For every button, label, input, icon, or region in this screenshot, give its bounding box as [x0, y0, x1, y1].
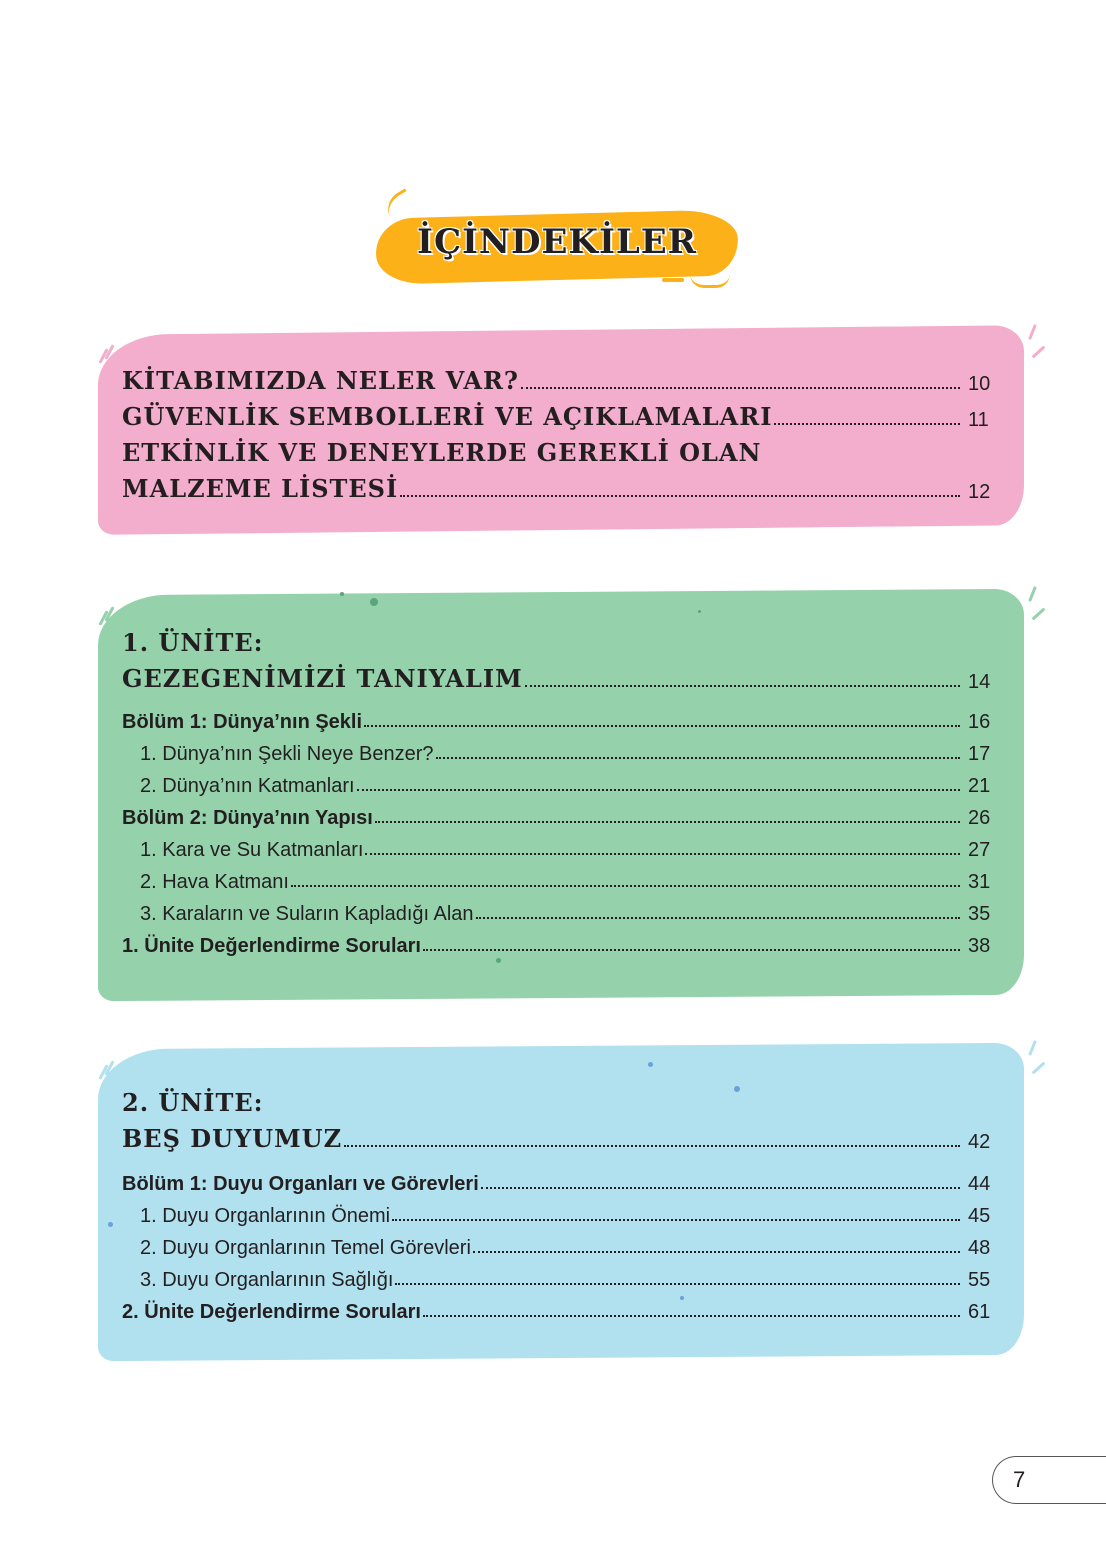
dot-leader — [364, 725, 960, 727]
decorative-tick — [1032, 346, 1046, 359]
toc-entry-label: GÜVENLİK SEMBOLLERİ VE AÇIKLAMALARI — [122, 402, 773, 431]
dot-leader — [481, 1187, 960, 1189]
toc-entry-subsection[interactable] — [122, 766, 996, 798]
toc-entry-subsection[interactable] — [122, 894, 996, 926]
toc-entry-page: 45 — [968, 1205, 991, 1227]
paint-splatter — [340, 592, 344, 596]
decorative-tick — [1028, 586, 1037, 602]
toc-entry-page: 44 — [968, 1173, 991, 1195]
toc-entry-page: 26 — [968, 807, 991, 829]
dot-leader — [525, 685, 960, 687]
toc-entry-label: 2. Hava Katmanı — [140, 871, 289, 893]
dot-leader — [521, 387, 960, 389]
toc-entry-unit-title[interactable] — [122, 1118, 996, 1154]
toc-entry[interactable] — [122, 396, 996, 432]
toc-entry-page: 48 — [968, 1237, 991, 1259]
unit-number: 1. ÜNİTE: — [122, 628, 264, 657]
paint-splatter — [648, 1062, 653, 1067]
toc-entry-label: 2. Ünite Değerlendirme Soruları — [122, 1301, 421, 1323]
toc-entry-label: 1. Dünya’nın Şekli Neye Benzer? — [140, 743, 434, 765]
paint-splatter — [108, 1222, 113, 1227]
toc-entry[interactable] — [122, 468, 996, 504]
toc-entry-page: 21 — [968, 775, 991, 797]
decorative-tick — [1032, 1062, 1046, 1075]
toc-entry-subsection[interactable] — [122, 830, 996, 862]
toc-entry-label: 1. Kara ve Su Katmanları — [140, 839, 364, 861]
toc-entry-subsection[interactable] — [122, 1260, 996, 1292]
toc-entry-page: 42 — [968, 1131, 991, 1153]
toc-entry-page: 10 — [968, 373, 991, 395]
toc-entry-section[interactable] — [122, 1164, 996, 1196]
toc-entry-label: Bölüm 1: Duyu Organları ve Görevleri — [122, 1173, 479, 1195]
unit-title: BEŞ DUYUMUZ — [122, 1124, 343, 1153]
paint-splatter — [698, 610, 701, 613]
page-number: 7 — [1013, 1467, 1026, 1492]
page-number-tab — [992, 1456, 1106, 1504]
unit-number: 2. ÜNİTE: — [122, 1088, 264, 1117]
decorative-dash — [662, 278, 684, 282]
dot-leader — [774, 423, 960, 425]
dot-leader — [436, 757, 961, 759]
toc-entry-page: 27 — [968, 839, 991, 861]
toc-entry-subsection[interactable] — [122, 1196, 996, 1228]
unit-heading — [122, 622, 996, 658]
decorative-swoosh — [690, 274, 730, 288]
decorative-tick — [1028, 324, 1037, 340]
dot-leader — [473, 1251, 960, 1253]
dot-leader — [395, 1283, 960, 1285]
toc-entry-subsection[interactable] — [122, 1228, 996, 1260]
unit-title: GEZEGENİMİZİ TANIYALIM — [122, 664, 523, 693]
toc-entry-label: 3. Karaların ve Suların Kapladığı Alan — [140, 903, 474, 925]
unit1-entries — [122, 622, 996, 958]
page-title: İÇİNDEKİLER — [417, 222, 697, 262]
decorative-tick — [1028, 1040, 1037, 1056]
toc-entry-page: 14 — [968, 671, 991, 693]
paint-splatter — [370, 598, 378, 606]
dot-leader — [423, 1315, 960, 1317]
dot-leader — [344, 1145, 960, 1147]
decorative-swoosh — [381, 188, 415, 219]
toc-entry-label: MALZEME LİSTESİ — [122, 474, 399, 503]
toc-entry[interactable] — [122, 432, 996, 468]
dot-leader — [476, 917, 960, 919]
dot-leader — [357, 789, 960, 791]
toc-entry-page: 61 — [968, 1301, 991, 1323]
toc-entry-page: 31 — [968, 871, 991, 893]
toc-entry-label: Bölüm 1: Dünya’nın Şekli — [122, 711, 363, 733]
toc-entry-label: KİTABIMIZDA NELER VAR? — [122, 366, 519, 395]
toc-entry-label: ETKİNLİK VE DENEYLERDE GEREKLİ OLAN — [122, 438, 762, 467]
unit-heading — [122, 1082, 996, 1118]
toc-entry-label: 1. Ünite Değerlendirme Soruları — [122, 935, 421, 957]
paint-splatter — [496, 958, 501, 963]
dot-leader — [392, 1219, 960, 1221]
toc-entry[interactable] — [122, 360, 996, 396]
unit1-panel — [98, 592, 1024, 998]
page-title-banner — [372, 208, 742, 288]
decorative-tick — [1032, 608, 1046, 621]
toc-entry-section[interactable] — [122, 798, 996, 830]
toc-entry-subsection[interactable] — [122, 734, 996, 766]
toc-entry-page: 35 — [968, 903, 991, 925]
dot-leader — [423, 949, 960, 951]
toc-entry-label: Bölüm 2: Dünya’nın Yapısı — [122, 807, 373, 829]
toc-entry-page: 55 — [968, 1269, 991, 1291]
dot-leader — [400, 495, 960, 497]
toc-entry-page: 17 — [968, 743, 991, 765]
dot-leader — [365, 853, 960, 855]
toc-entry-section[interactable] — [122, 702, 996, 734]
toc-entry-label: 1. Duyu Organlarının Önemi — [140, 1205, 391, 1227]
toc-entry-page: 12 — [968, 481, 991, 503]
toc-entry-page: 16 — [968, 711, 991, 733]
unit2-panel — [98, 1046, 1024, 1358]
toc-entry-label: 3. Duyu Organlarının Sağlığı — [140, 1269, 394, 1291]
toc-entry-page: 11 — [968, 409, 989, 431]
intro-entries — [122, 360, 996, 504]
toc-entry-section[interactable] — [122, 1292, 996, 1324]
toc-entry-label: 2. Dünya’nın Katmanları — [140, 775, 355, 797]
unit2-entries — [122, 1082, 996, 1324]
toc-entry-section[interactable] — [122, 926, 996, 958]
toc-entry-label: 2. Duyu Organlarının Temel Görevleri — [140, 1237, 471, 1259]
toc-entry-page: 38 — [968, 935, 991, 957]
dot-leader — [291, 885, 960, 887]
dot-leader — [375, 821, 960, 823]
toc-entry-subsection[interactable] — [122, 862, 996, 894]
intro-panel — [98, 330, 1024, 530]
toc-entry-unit-title[interactable] — [122, 658, 996, 694]
